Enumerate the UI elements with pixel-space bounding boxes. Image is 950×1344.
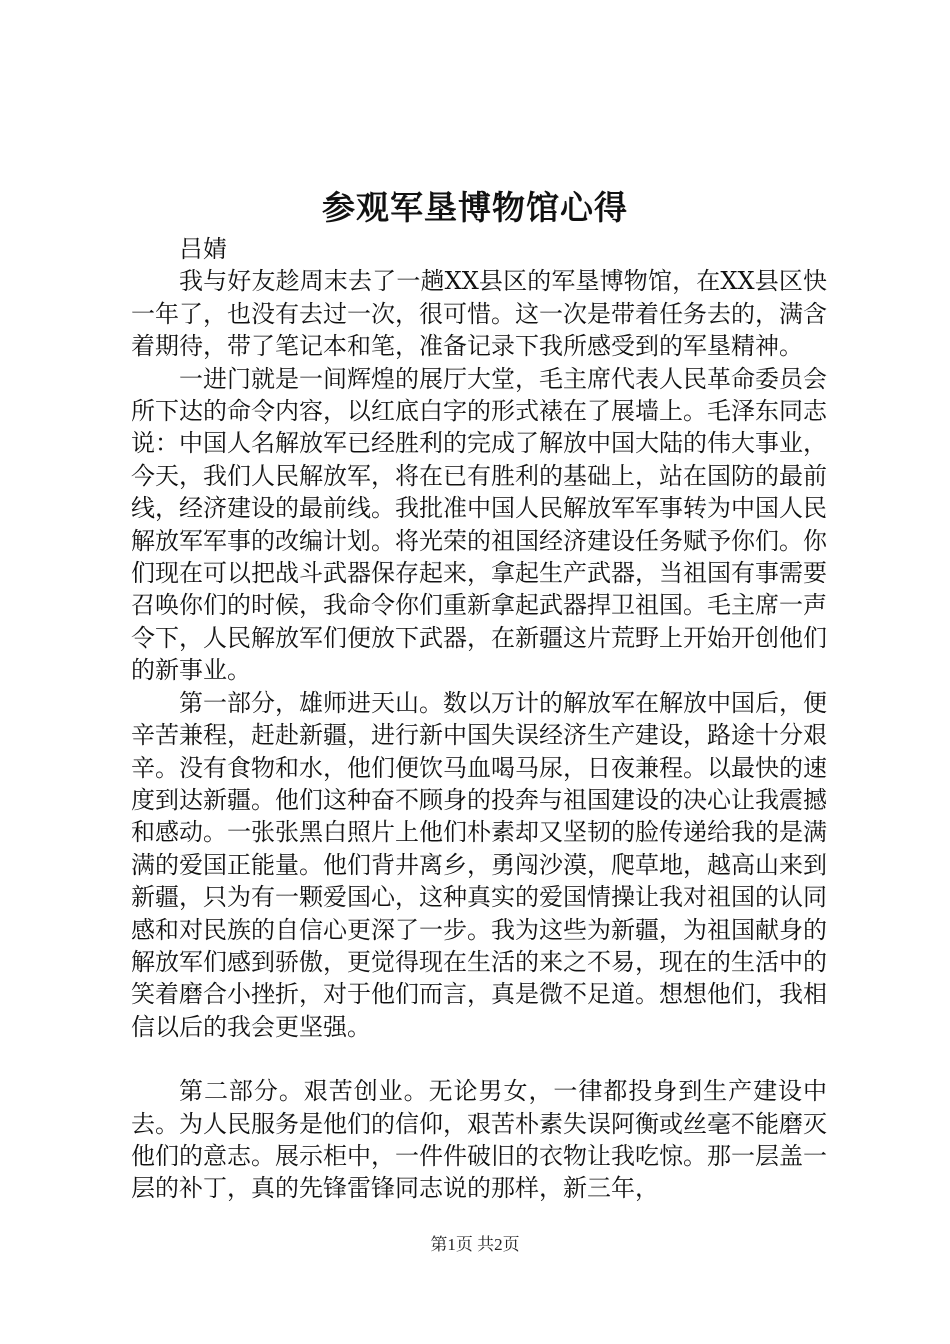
page-footer: 第1页 共2页 — [430, 1235, 520, 1254]
document-title: 参观军垦博物馆心得 — [322, 188, 628, 227]
document-body — [131, 233, 827, 1205]
paragraph-part-one: 第一部分，雄师进天山。数以万计的解放军在解放中国后，便辛苦兼程，赶赴新疆，进行新中国失误经济生产建设，路途十分艰辛。没有食物和水，他们便饮马血喝马尿，日夜兼程。以最快的速度到达新疆。他们这种奋不顾身的投奔与祖国建设的决心让我震撼和感动。一张张黑白照片上他们朴素却又坚韧的脸传递给我的是满满的爱国正能量。他们背井离乡，勇闯沙漠，爬草地，越高山来到新疆，只为有一颗爱国心，这种真实的爱国情操让我对祖国的认同感和对民族的自信心更深了一步。我为这些为新疆，为祖国献身的解放军们感到骄傲，更觉得现在生活的来之不易，现在的生活中的笑着磨合小挫折，对于他们而言，真是微不足道。想想他们，我相信以后的我会更坚强。 — [131, 688, 827, 1041]
author-line: 吕婧 — [179, 235, 227, 263]
paragraph-hall: 一进门就是一间辉煌的展厅大堂，毛主席代表人民革命委员会所下达的命令内容，以红底白字的形式裱在了展墙上。毛泽东同志说：中国人名解放军已经胜利的完成了解放中国大陆的伟大事业，今天，我们人民解放军，将在已有胜利的基础上，站在国防的最前线，经济建设的最前线。我批准中国人民解放军军事转为中国人民解放军军事的改编计划。将光荣的祖国经济建设任务赋予你们。你们现在可以把战斗武器保存起来，拿起生产武器，当祖国有事需要召唤你们的时候，我命令你们重新拿起武器捍卫祖国。毛主席一声令下，人民解放军们便放下武器，在新疆这片荒野上开始开创他们的新事业。 — [131, 364, 827, 685]
paragraph-part-two: 第二部分。艰苦创业。无论男女，一律都投身到生产建设中去。为人民服务是他们的信仰，艰苦朴素失误阿衡或丝毫不能磨灭他们的意志。展示柜中，一件件破旧的衣物让我吃惊。那一层盖一层的补丁，真的先锋雷锋同志说的那样，新三年， — [131, 1077, 827, 1203]
paragraph-visit: 我与好友趁周末去了一趟XX县区的军垦博物馆，在XX县区快一年了，也没有去过一次，很可惜。这一次是带着任务去的，满含着期待，带了笔记本和笔，准备记录下我所感受到的军垦精神。 — [131, 267, 827, 361]
